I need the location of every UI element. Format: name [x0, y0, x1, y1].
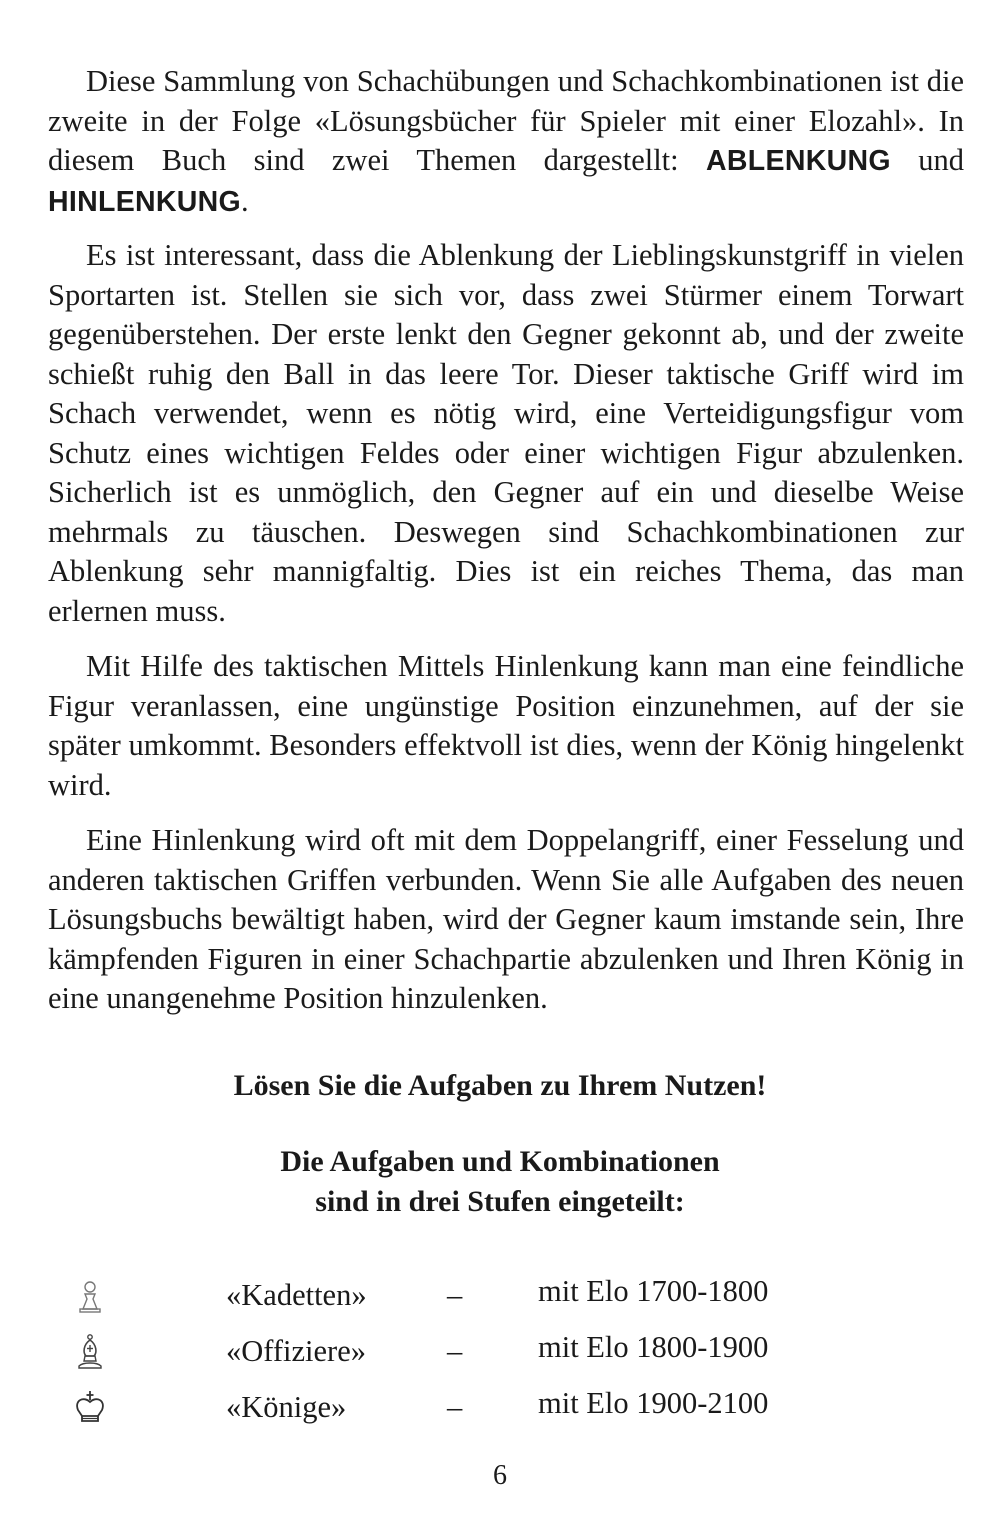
level-dash: –	[447, 1278, 463, 1312]
king-icon	[70, 1388, 110, 1428]
level-row-kadetten	[0, 1272, 1000, 1322]
paragraph-hinlenkung: Mit Hilfe des taktischen Mittels Hinlenkung kann man eine feindliche Figur veranlassen, eine ungünstige Position einzunehmen, auf der sie später umkommt. Besonders effektvoll ist dies, wenn der König hingelenkt wird.	[48, 649, 964, 802]
bishop-icon	[70, 1332, 110, 1372]
motto-heading: Lösen Sie die Aufgaben zu Ihrem Nutzen!	[233, 1069, 767, 1102]
level-name: «Kadetten»	[226, 1278, 367, 1312]
paragraph-combinations: Eine Hinlenkung wird oft mit dem Doppelangriff, einer Fesselung und anderen taktischen Griffen verbunden. Wenn Sie alle Aufgaben des neuen Lösungsbuchs bewältigt haben, wird der Gegner kaum imstande sein, Ihre kämpfenden Figuren in einer Schachpartie abzulenken und Ihren König in eine unangenehme Position hinzulenken.	[48, 823, 964, 1015]
level-range: mit Elo 1800-1900	[538, 1330, 769, 1364]
intro-end: .	[241, 183, 249, 218]
levels-heading-line2: sind in drei Stufen eingeteilt:	[315, 1185, 685, 1218]
level-name: «Offiziere»	[226, 1334, 367, 1368]
level-dash: –	[447, 1390, 463, 1424]
level-range: mit Elo 1700-1800	[538, 1274, 769, 1308]
paragraph-ablenkung: Es ist interessant, dass die Ablenkung der Lieblingskunstgriff in vielen Sportarten ist. Stellen sie sich vor, dass zwei Stürmer einem Torwart gegenüberstehen. Der erste lenkt den Gegner gekonnt ab, und der zweite schießt ruhig den Ball in das leere Tor. Dieser taktische Griff wird im Schach verwendet, wenn es nötig wird, eine Verteidigungsfigur vom Schutz eines wichtigen Feldes oder einer wichtigen Figur abzulenken. Sicherlich ist es unmöglich, den Gegner auf ein und dieselbe Weise mehrmals zu täuschen. Deswegen sind Schachkombinationen zur Ablenkung sehr mannigfaltig. Dies ist ein reiches Thema, das man erlernen muss.	[48, 238, 964, 628]
intro-text: Diese Sammlung von Schachübungen und Schachkombinationen ist die zweite in der Folge «Lösungsbücher für Spieler mit einer Elozahl». In diesem Buch sind zwei Themen dargestellt:	[48, 64, 964, 177]
term-hinlenkung: HINLENKUNG	[48, 185, 241, 218]
level-row-offiziere	[0, 1328, 1000, 1378]
page-number: 6	[493, 1460, 507, 1491]
level-row-koenige	[0, 1384, 1000, 1434]
paragraph-intro	[48, 62, 964, 222]
level-dash: –	[447, 1334, 463, 1368]
level-range: mit Elo 1900-2100	[538, 1386, 769, 1420]
levels-heading-line1: Die Aufgaben und Kombinationen	[280, 1145, 720, 1178]
intro-connector: und	[890, 143, 964, 177]
term-ablenkung: ABLENKUNG	[706, 145, 891, 177]
body-text	[48, 62, 964, 1035]
level-name: «Könige»	[226, 1390, 347, 1424]
pawn-icon	[70, 1276, 110, 1316]
